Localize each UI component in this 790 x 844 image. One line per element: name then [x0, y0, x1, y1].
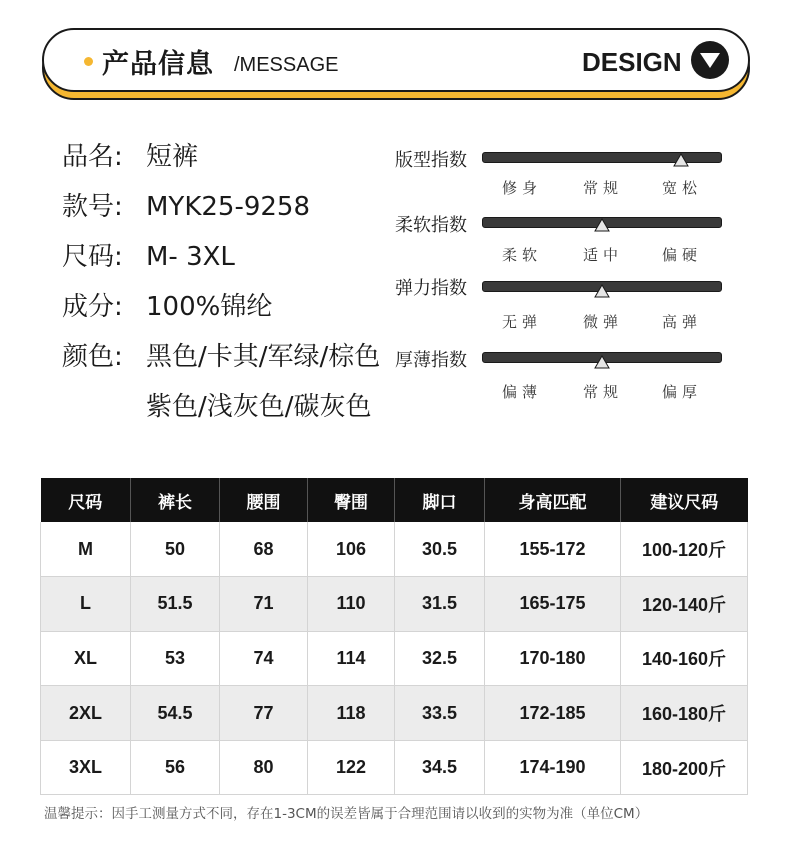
table-row [41, 522, 748, 577]
table-cell: 3XL [41, 740, 131, 795]
column-header: 建议尺码 [621, 478, 748, 522]
index-marker-icon [673, 153, 689, 167]
table-cell: 2XL [41, 686, 131, 741]
index-tick: 偏硬 [662, 246, 703, 264]
table-cell: 172-185 [485, 686, 621, 741]
index-marker-icon [594, 218, 610, 232]
table-row [41, 740, 748, 795]
table-cell: 50 [131, 522, 220, 577]
info-value: 短裤 [146, 142, 199, 172]
design-label: DESIGN [582, 47, 682, 77]
info-label: 品名: [62, 142, 123, 172]
table-cell: 174-190 [485, 740, 621, 795]
triangle-down-icon [691, 41, 729, 79]
index-tick: 适中 [583, 246, 624, 264]
table-cell: 80 [220, 740, 308, 795]
table-cell: 68 [220, 522, 308, 577]
info-value: 紫色/浅灰色/碳灰色 [146, 392, 372, 422]
index-tick: 微弹 [583, 313, 624, 331]
table-cell: M [41, 522, 131, 577]
table-cell: 120-140斤 [621, 577, 748, 632]
info-row-color-continued [146, 386, 372, 423]
column-header: 臀围 [308, 478, 395, 522]
table-row [41, 631, 748, 686]
table-cell: 160-180斤 [621, 686, 748, 741]
index-tick: 偏厚 [662, 383, 703, 401]
table-cell: 51.5 [131, 577, 220, 632]
table-cell: 140-160斤 [621, 631, 748, 686]
section-title: 产品信息 [102, 49, 214, 80]
info-row-material [62, 286, 272, 323]
column-header: 尺码 [41, 478, 131, 522]
table-cell: 170-180 [485, 631, 621, 686]
index-tick: 常规 [583, 383, 624, 401]
table-cell: 56 [131, 740, 220, 795]
index-tick: 无弹 [502, 313, 543, 331]
info-label: 尺码: [62, 242, 123, 272]
index-marker-icon [594, 355, 610, 369]
column-header: 脚口 [395, 478, 485, 522]
bullet-dot [84, 57, 93, 66]
index-marker-icon [594, 284, 610, 298]
table-cell: 32.5 [395, 631, 485, 686]
column-header: 身高匹配 [485, 478, 621, 522]
measurement-note: 温馨提示：因手工测量方式不同，存在1-3CM的误差皆属于合理范围请以收到的实物为准（单位CM） [44, 806, 649, 822]
column-header: 裤长 [131, 478, 220, 522]
index-label: 版型指数 [395, 150, 467, 171]
info-row-color [62, 336, 380, 373]
index-tick: 偏薄 [502, 383, 543, 401]
info-row-name [62, 136, 198, 173]
table-cell: 118 [308, 686, 395, 741]
table-cell: 74 [220, 631, 308, 686]
table-cell: 71 [220, 577, 308, 632]
column-header: 腰围 [220, 478, 308, 522]
table-cell: 54.5 [131, 686, 220, 741]
index-tick: 宽松 [662, 179, 703, 197]
table-header-row [41, 478, 748, 522]
table-cell: 114 [308, 631, 395, 686]
info-label: 成分: [62, 292, 123, 322]
index-tick: 柔软 [502, 246, 543, 264]
info-label: 款号: [62, 192, 123, 222]
table-row [41, 577, 748, 632]
header-banner [42, 28, 750, 92]
table-cell: 122 [308, 740, 395, 795]
table-cell: 155-172 [485, 522, 621, 577]
table-cell: 106 [308, 522, 395, 577]
table-cell: 31.5 [395, 577, 485, 632]
section-subtitle: /MESSAGE [234, 54, 339, 76]
index-tick: 高弹 [662, 313, 703, 331]
table-cell: 34.5 [395, 740, 485, 795]
table-cell: 33.5 [395, 686, 485, 741]
table-cell: 180-200斤 [621, 740, 748, 795]
table-cell: 100-120斤 [621, 522, 748, 577]
table-cell: 110 [308, 577, 395, 632]
info-value: 100%锦纶 [146, 292, 273, 322]
size-table [40, 478, 748, 795]
info-label: 颜色: [62, 342, 123, 372]
index-tick: 修身 [502, 179, 543, 197]
info-value: M- 3XL [146, 242, 235, 272]
index-label: 厚薄指数 [395, 350, 467, 371]
info-row-style-no [62, 186, 310, 223]
table-row [41, 686, 748, 741]
info-row-size [62, 236, 235, 273]
info-value: 黑色/卡其/军绿/棕色 [146, 342, 381, 372]
info-value: MYK25-9258 [146, 192, 310, 222]
index-label: 柔软指数 [395, 215, 467, 236]
index-tick: 常规 [583, 179, 624, 197]
table-cell: 165-175 [485, 577, 621, 632]
index-label: 弹力指数 [395, 278, 467, 299]
table-cell: L [41, 577, 131, 632]
table-cell: XL [41, 631, 131, 686]
table-cell: 30.5 [395, 522, 485, 577]
table-cell: 77 [220, 686, 308, 741]
table-cell: 53 [131, 631, 220, 686]
